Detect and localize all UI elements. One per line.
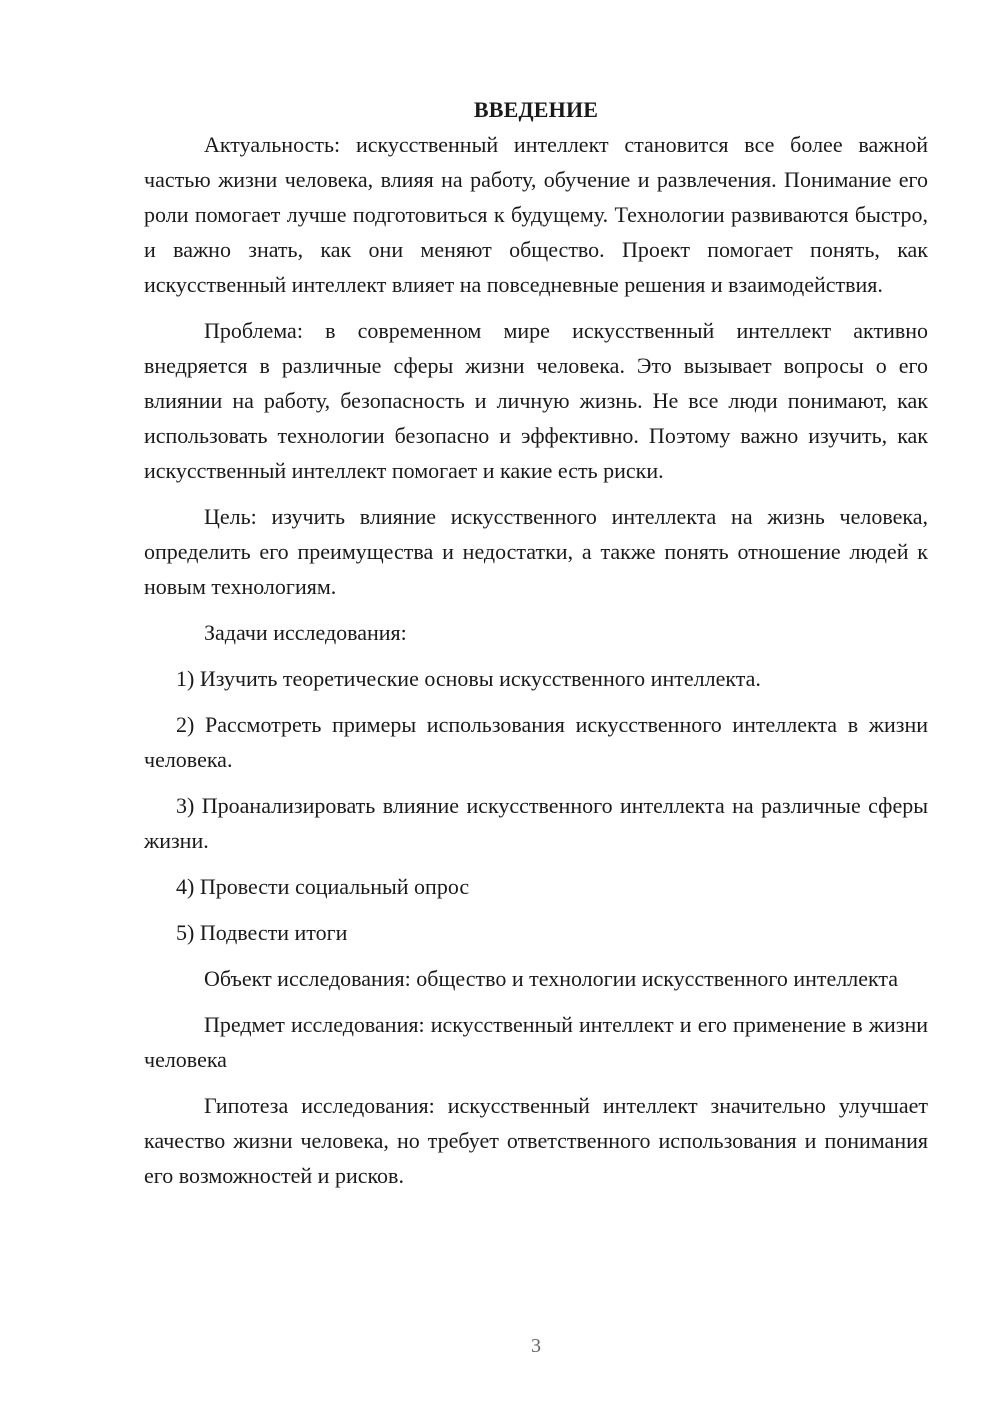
page-content <box>144 92 928 1193</box>
task-item: 2) Рассмотреть примеры использования искусственного интеллекта в жизни человека. <box>144 712 928 772</box>
section-title: ВВЕДЕНИЕ <box>473 97 599 122</box>
task-item: 5) Подвести итоги <box>176 920 348 945</box>
page-number: 3 <box>531 1335 541 1357</box>
paragraph-goal: Цель: изучить влияние искусственного интеллекта на жизнь человека, определить его преимущества и недостатки, а также понять отношение людей к новым технологиям. <box>144 504 928 599</box>
task-item: 4) Провести социальный опрос <box>176 874 470 899</box>
paragraph-object: Объект исследования: общество и технологии искусственного интеллекта <box>204 966 899 991</box>
paragraph-hypothesis: Гипотеза исследования: искусственный интеллект значительно улучшает качество жизни человека, но требует ответственного использования и понимания его возможностей и рисков. <box>144 1093 928 1188</box>
paragraph-relevance: Актуальность: искусственный интеллект становится все более важной частью жизни человека, влияя на работу, обучение и развлечения. Понимание его роли помогает лучше подготовиться к будущему. Технологии развиваются быстро, и важно знать, как они меняют общество. Проект помогает понять, как искусственный интеллект влияет на повседневные решения и взаимодействия. <box>144 132 928 297</box>
task-item: 1) Изучить теоретические основы искусственного интеллекта. <box>176 666 761 691</box>
tasks-heading: Задачи исследования: <box>204 620 407 645</box>
task-item: 3) Проанализировать влияние искусственного интеллекта на различные сферы жизни. <box>144 793 928 853</box>
paragraph-subject: Предмет исследования: искусственный интеллект и его применение в жизни человека <box>144 1012 928 1072</box>
paragraph-problem: Проблема: в современном мире искусственный интеллект активно внедряется в различные сферы жизни человека. Это вызывает вопросы о его влиянии на работу, безопасность и личную жизнь. Не все люди понимают, как использовать технологии безопасно и эффективно. Поэтому важно изучить, как искусственный интеллект помогает и какие есть риски. <box>144 318 928 483</box>
